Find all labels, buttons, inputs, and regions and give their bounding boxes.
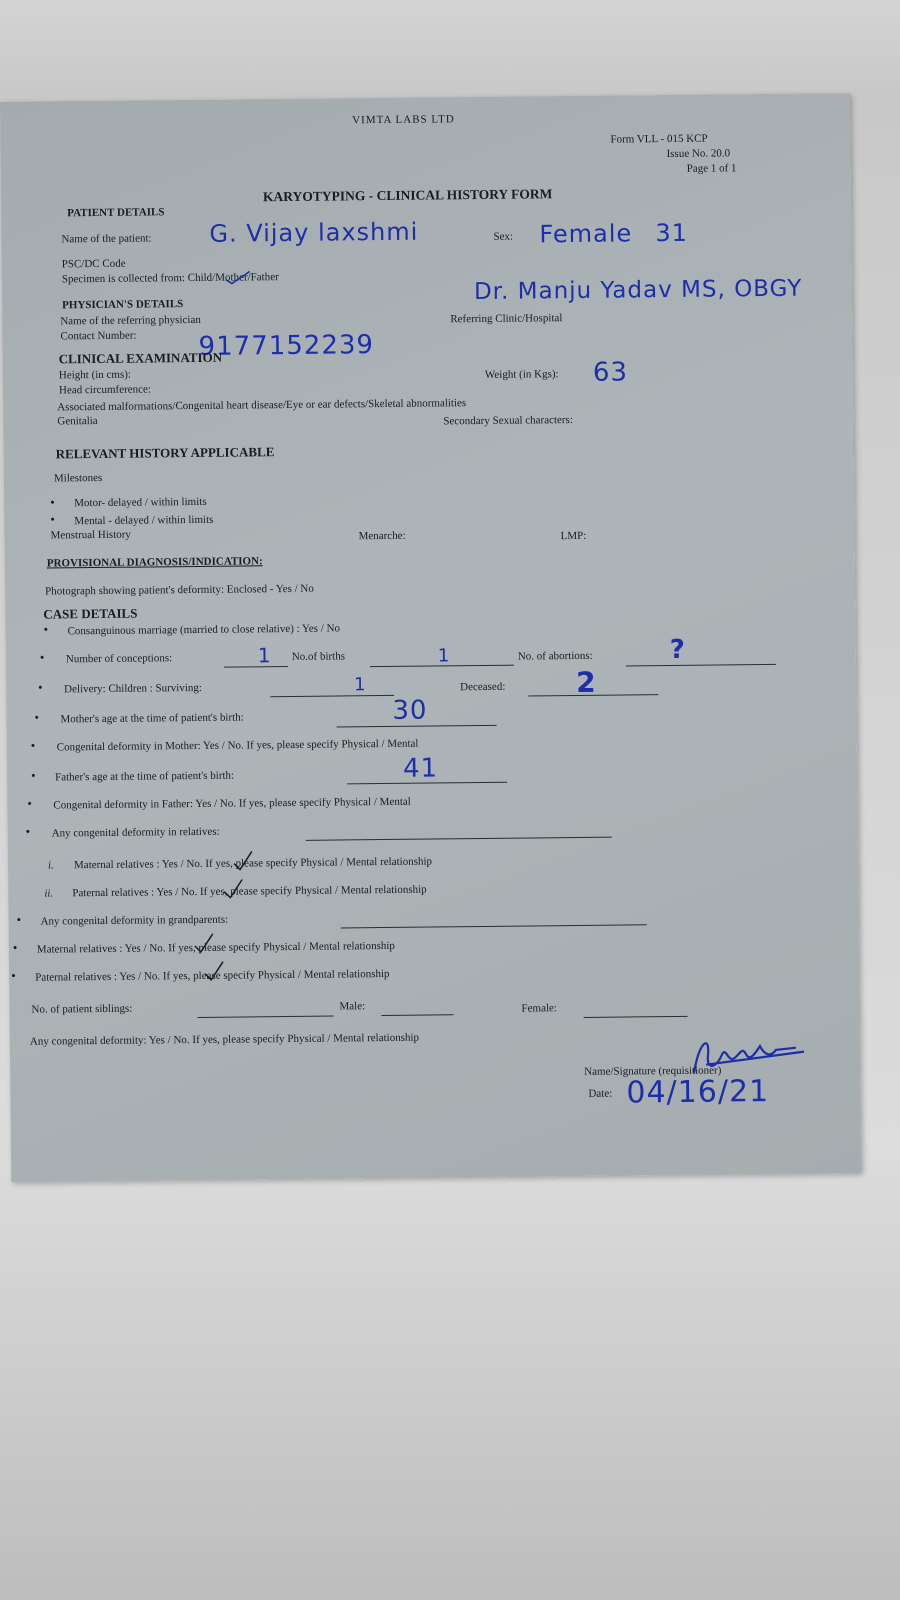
case-details-heading: CASE DETAILS xyxy=(43,605,138,622)
check-mark-icon xyxy=(232,849,254,871)
provisional-diagnosis-heading: PROVISIONAL DIAGNOSIS/INDICATION: xyxy=(46,555,263,570)
delivery-surviving-label: Delivery: Children : Surviving: xyxy=(64,681,203,696)
siblings-line xyxy=(198,1016,334,1018)
bullet-icon: • xyxy=(38,679,43,695)
female-label: Female: xyxy=(521,1002,558,1015)
male-line xyxy=(382,1014,454,1016)
maternal-relatives: Maternal relatives : Yes / No. If yes, please specify Physical / Mental relationship xyxy=(73,855,433,872)
bullet-icon: • xyxy=(11,967,16,983)
deceased-value: 2 xyxy=(575,665,597,699)
physician-value: Dr. Manju Yadav MS, OBGY xyxy=(473,275,803,306)
mother-age-label: Mother's age at the time of patient's birth: xyxy=(60,711,244,726)
clinical-exam-heading: CLINICAL EXAMINATION xyxy=(58,349,223,367)
physician-details-heading: PHYSICIAN'S DETAILS xyxy=(62,298,184,312)
clinical-history-form xyxy=(0,93,861,1182)
referring-clinic-label: Referring Clinic/Hospital xyxy=(450,312,563,326)
bullet-icon: • xyxy=(30,767,36,783)
paternal-numeral: ii. xyxy=(44,887,54,900)
lmp-label: LMP: xyxy=(560,529,587,543)
relatives-deformity: Any congenital deformity in relatives: xyxy=(51,825,220,840)
male-label: Male: xyxy=(339,1000,366,1013)
photograph-enclosed: Photograph showing patient's deformity: Enclosed - Yes / No xyxy=(45,582,314,598)
bullet-icon: • xyxy=(16,911,22,927)
siblings-label: No. of patient siblings: xyxy=(31,1002,133,1016)
sex-label: Sex: xyxy=(493,230,514,243)
abortions-line xyxy=(626,664,776,667)
bullet-icon: • xyxy=(50,511,56,527)
bullet-icon: • xyxy=(34,709,40,725)
bullet-icon: • xyxy=(30,737,36,753)
weight-value: 63 xyxy=(592,357,629,388)
paternal-relatives: Paternal relatives : Yes / No. If yes, please specify Physical / Mental relationship xyxy=(72,883,427,900)
relevant-history-heading: RELEVANT HISTORY APPLICABLE xyxy=(55,444,275,462)
page-number: Page 1 of 1 xyxy=(686,162,737,175)
menstrual-history-label: Menstrual History xyxy=(50,528,131,542)
deceased-label: Deceased: xyxy=(460,680,506,694)
consanguineous-marriage: Consanguinous marriage (married to close relative) : Yes / No xyxy=(67,622,341,638)
check-mark-icon xyxy=(193,932,215,954)
father-age-value: 41 xyxy=(402,753,439,784)
grandparents-line xyxy=(341,924,647,928)
any-congenital-deformity: Any congenital deformity: Yes / No. If yes, please specify Physical / Mental relationship xyxy=(29,1031,420,1048)
grandparents-paternal: Paternal relatives : Yes / No. If yes, please specify Physical / Mental relationship xyxy=(35,967,390,984)
patient-details-heading: PATIENT DETAILS xyxy=(67,206,165,220)
bullet-icon: • xyxy=(39,649,45,665)
genitalia-label: Genitalia xyxy=(57,414,98,428)
menarche-label: Menarche: xyxy=(358,529,406,543)
grandparents-deformity: Any congenital deformity in grandparents: xyxy=(40,913,229,928)
bullet-icon: • xyxy=(50,494,55,510)
surviving-line xyxy=(270,695,394,697)
age-value: 31 xyxy=(655,218,689,248)
abortions-value: ? xyxy=(669,634,687,666)
grandparents-maternal: Maternal relatives : Yes / No. If yes, please specify Physical / Mental relationship xyxy=(36,939,395,956)
check-mark-icon xyxy=(203,960,225,982)
mental-milestone: Mental - delayed / within limits xyxy=(74,513,214,528)
bullet-icon: • xyxy=(27,795,32,811)
bullet-icon: • xyxy=(25,823,31,839)
father-deformity: Congenital deformity in Father: Yes / No. If yes, please specify Physical / Mental xyxy=(53,795,411,812)
surviving-value: 1 xyxy=(354,674,367,696)
conceptions-line xyxy=(224,666,288,668)
sex-value: Female xyxy=(539,219,633,249)
bullet-icon: • xyxy=(12,939,18,955)
signature-label: Name/Signature (requisitioner) xyxy=(584,1064,722,1078)
maternal-numeral: i. xyxy=(47,859,54,872)
check-mark-icon xyxy=(224,269,252,285)
abortions-label: No. of abortions: xyxy=(517,649,593,663)
contact-number-value: 9177152239 xyxy=(198,330,375,362)
motor-milestone: Motor- delayed / within limits xyxy=(74,495,207,510)
form-number: Form VLL - 015 KCP xyxy=(610,132,708,146)
births-label: No.of births xyxy=(291,650,346,663)
patient-name-label: Name of the patient: xyxy=(61,232,152,246)
form-title: KARYOTYPING - CLINICAL HISTORY FORM xyxy=(262,186,553,205)
head-circumference-label: Head circumference: xyxy=(58,383,152,397)
physician-name-label: Name of the referring physician xyxy=(60,313,201,328)
date-value: 04/16/21 xyxy=(626,1074,770,1111)
issue-number: Issue No. 20.0 xyxy=(666,147,731,161)
malformations-label: Associated malformations/Congenital heart disease/Eye or ear defects/Skeletal abnormalities xyxy=(57,397,467,414)
milestones-label: Milestones xyxy=(53,471,103,485)
births-value: 1 xyxy=(437,645,451,667)
height-label: Height (in cms): xyxy=(58,368,132,382)
psc-code-label: PSC/DC Code xyxy=(61,257,126,271)
relatives-line xyxy=(306,837,612,841)
org-name: VIMTA LABS LTD xyxy=(352,113,455,127)
conceptions-value: 1 xyxy=(257,643,272,668)
specimen-label: Specimen is collected from: Child/Mother/Father xyxy=(61,271,279,286)
female-line xyxy=(584,1016,688,1018)
secondary-characters-label: Secondary Sexual characters: xyxy=(443,414,573,428)
date-label: Date: xyxy=(588,1087,613,1100)
weight-label: Weight (in Kgs): xyxy=(484,368,559,381)
mother-deformity: Congenital deformity in Mother: Yes / No. If yes, please specify Physical / Mental xyxy=(56,737,419,754)
contact-number-label: Contact Number: xyxy=(60,329,137,343)
check-mark-icon xyxy=(222,877,244,899)
father-age-label: Father's age at the time of patient's birth: xyxy=(55,769,235,784)
conceptions-label: Number of conceptions: xyxy=(65,652,173,666)
mother-age-value: 30 xyxy=(392,695,428,726)
patient-name-value: G. Vijay laxshmi xyxy=(209,217,419,248)
bullet-icon: • xyxy=(43,621,49,637)
